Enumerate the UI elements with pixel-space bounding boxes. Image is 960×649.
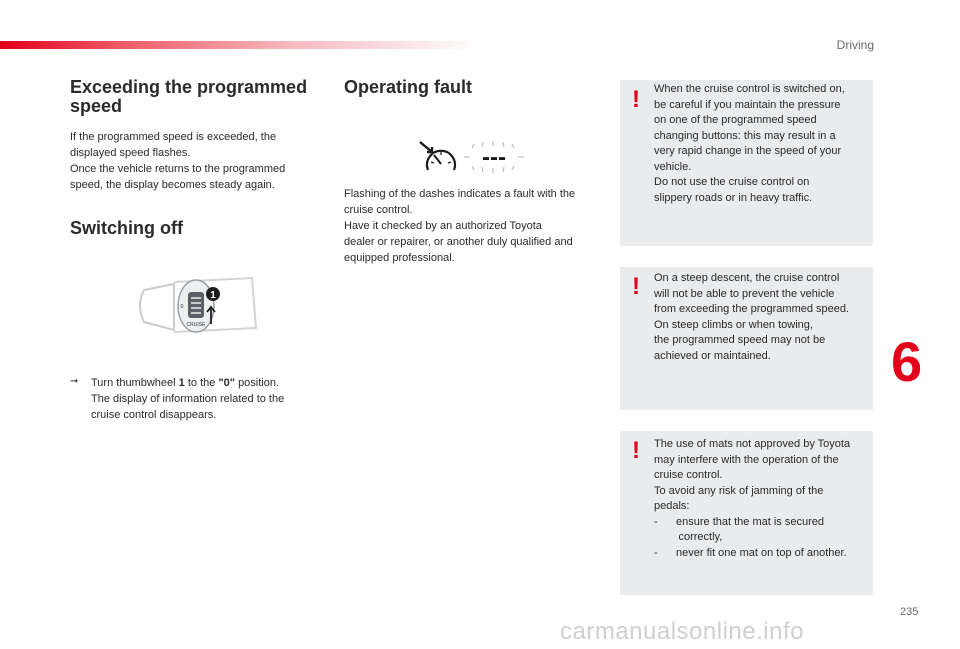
warning-3-line: - ensure that the mat is secured (654, 515, 824, 528)
warning-2-line: from exceeding the programmed speed. (654, 303, 850, 315)
switching-off-section (70, 219, 183, 238)
display-dashes: --- (482, 144, 506, 171)
bullet-arrow-icon: ➞ (70, 376, 79, 387)
warning-1-line: be careful if you maintain the pressure (654, 98, 841, 111)
instruction-num: 1 (178, 377, 185, 389)
switching-off-title: Switching off (70, 218, 183, 238)
fault-section (344, 78, 472, 97)
fault-text-line3: Have it checked by an authorized Toyota (344, 220, 542, 232)
warning-text-2 (654, 271, 869, 364)
fault-text-line5: equipped professional. (344, 252, 455, 264)
warning-1-line: Do not use the cruise control on (654, 176, 810, 188)
exclamation-icon: ! (632, 437, 640, 464)
exclamation-icon: ! (632, 273, 640, 300)
exceeding-text-line2: displayed speed flashes. (70, 147, 191, 159)
exceeding-title (70, 78, 330, 116)
warning-box-1 (620, 80, 873, 246)
warning-2-line: On steep climbs or when towing, (654, 318, 813, 331)
warning-1-line: on one of the programmed speed (654, 114, 817, 126)
speedometer-icon (427, 151, 455, 170)
warning-2-line: On a steep descent, the cruise control (654, 272, 840, 284)
page-number: 235 (900, 606, 919, 618)
warning-1-line: slippery roads or in heavy traffic. (654, 191, 813, 204)
warning-text-3 (654, 437, 869, 561)
warning-3-line: correctly, (654, 531, 723, 543)
warning-1-line: very rapid change in the speed of your (654, 145, 842, 157)
exceeding-section (70, 78, 330, 193)
exceeding-text-line3: Once the vehicle returns to the programmed (70, 163, 286, 175)
fault-title: Operating fault (344, 77, 473, 97)
callout-number: 1 (210, 290, 216, 301)
warning-3-line: may interfere with the operation of the (654, 453, 839, 466)
thumbwheel (188, 292, 204, 318)
exclamation-icon: ! (632, 86, 640, 113)
instruction-line2: The display of information related to the (91, 393, 285, 405)
cruise-label: CRUISE (186, 322, 206, 328)
speedometer-fault-display (418, 138, 530, 180)
fault-text-line2: cruise control. (344, 204, 413, 216)
warning-1-line: When the cruise control is switched on, (654, 83, 845, 95)
warning-1-line: changing buttons: this may result in a (654, 129, 836, 142)
exceeding-title-line1: Exceeding the programmed (70, 77, 308, 97)
warning-1-line: vehicle. (654, 160, 692, 173)
fault-text-line1: Flashing of the dashes indicates a fault with the (344, 188, 576, 200)
section-label: Driving (836, 38, 874, 52)
cruise-stalk-diagram (134, 270, 262, 340)
warning-3-line: pedals: (654, 500, 690, 512)
pointer-arrow-icon (420, 142, 432, 152)
chapter-number: 6 (891, 330, 923, 393)
warning-3-line: To avoid any risk of jamming of the (654, 484, 824, 497)
instruction-pre: Turn thumbwheel (91, 377, 176, 389)
exceeding-text-line1: If the programmed speed is exceeded, the (70, 131, 277, 143)
warning-box-3 (620, 431, 873, 595)
instruction-line3: cruise control disappears. (91, 409, 217, 421)
zero-label: 0 (180, 304, 184, 310)
warning-box-2 (620, 267, 873, 410)
instruction-post: position. (238, 377, 280, 389)
warning-3-line: The use of mats not approved by Toyota (654, 438, 851, 450)
warning-3-line: cruise control. (654, 469, 723, 481)
header-accent-bar (0, 41, 480, 49)
instruction-mid: to the (187, 377, 216, 389)
watermark: carmanualsonline.info (560, 618, 804, 645)
warning-2-line: achieved or maintained. (654, 349, 771, 362)
fault-text-line4: dealer or repairer, or another duly qualified and (344, 236, 573, 248)
instruction-pos: "0" (218, 377, 235, 389)
warning-text-1 (654, 82, 869, 206)
exceeding-title-line2: speed (70, 96, 123, 116)
switching-off-instructions (91, 375, 321, 423)
warning-2-line: the programmed speed may not be (654, 334, 826, 346)
instruction-line1 (91, 375, 321, 391)
exceeding-text-line4: speed, the display becomes steady again. (70, 179, 275, 191)
fault-text (344, 186, 604, 266)
warning-2-line: will not be able to prevent the vehicle (654, 287, 835, 300)
warning-3-line: - never fit one mat on top of another. (654, 546, 847, 559)
